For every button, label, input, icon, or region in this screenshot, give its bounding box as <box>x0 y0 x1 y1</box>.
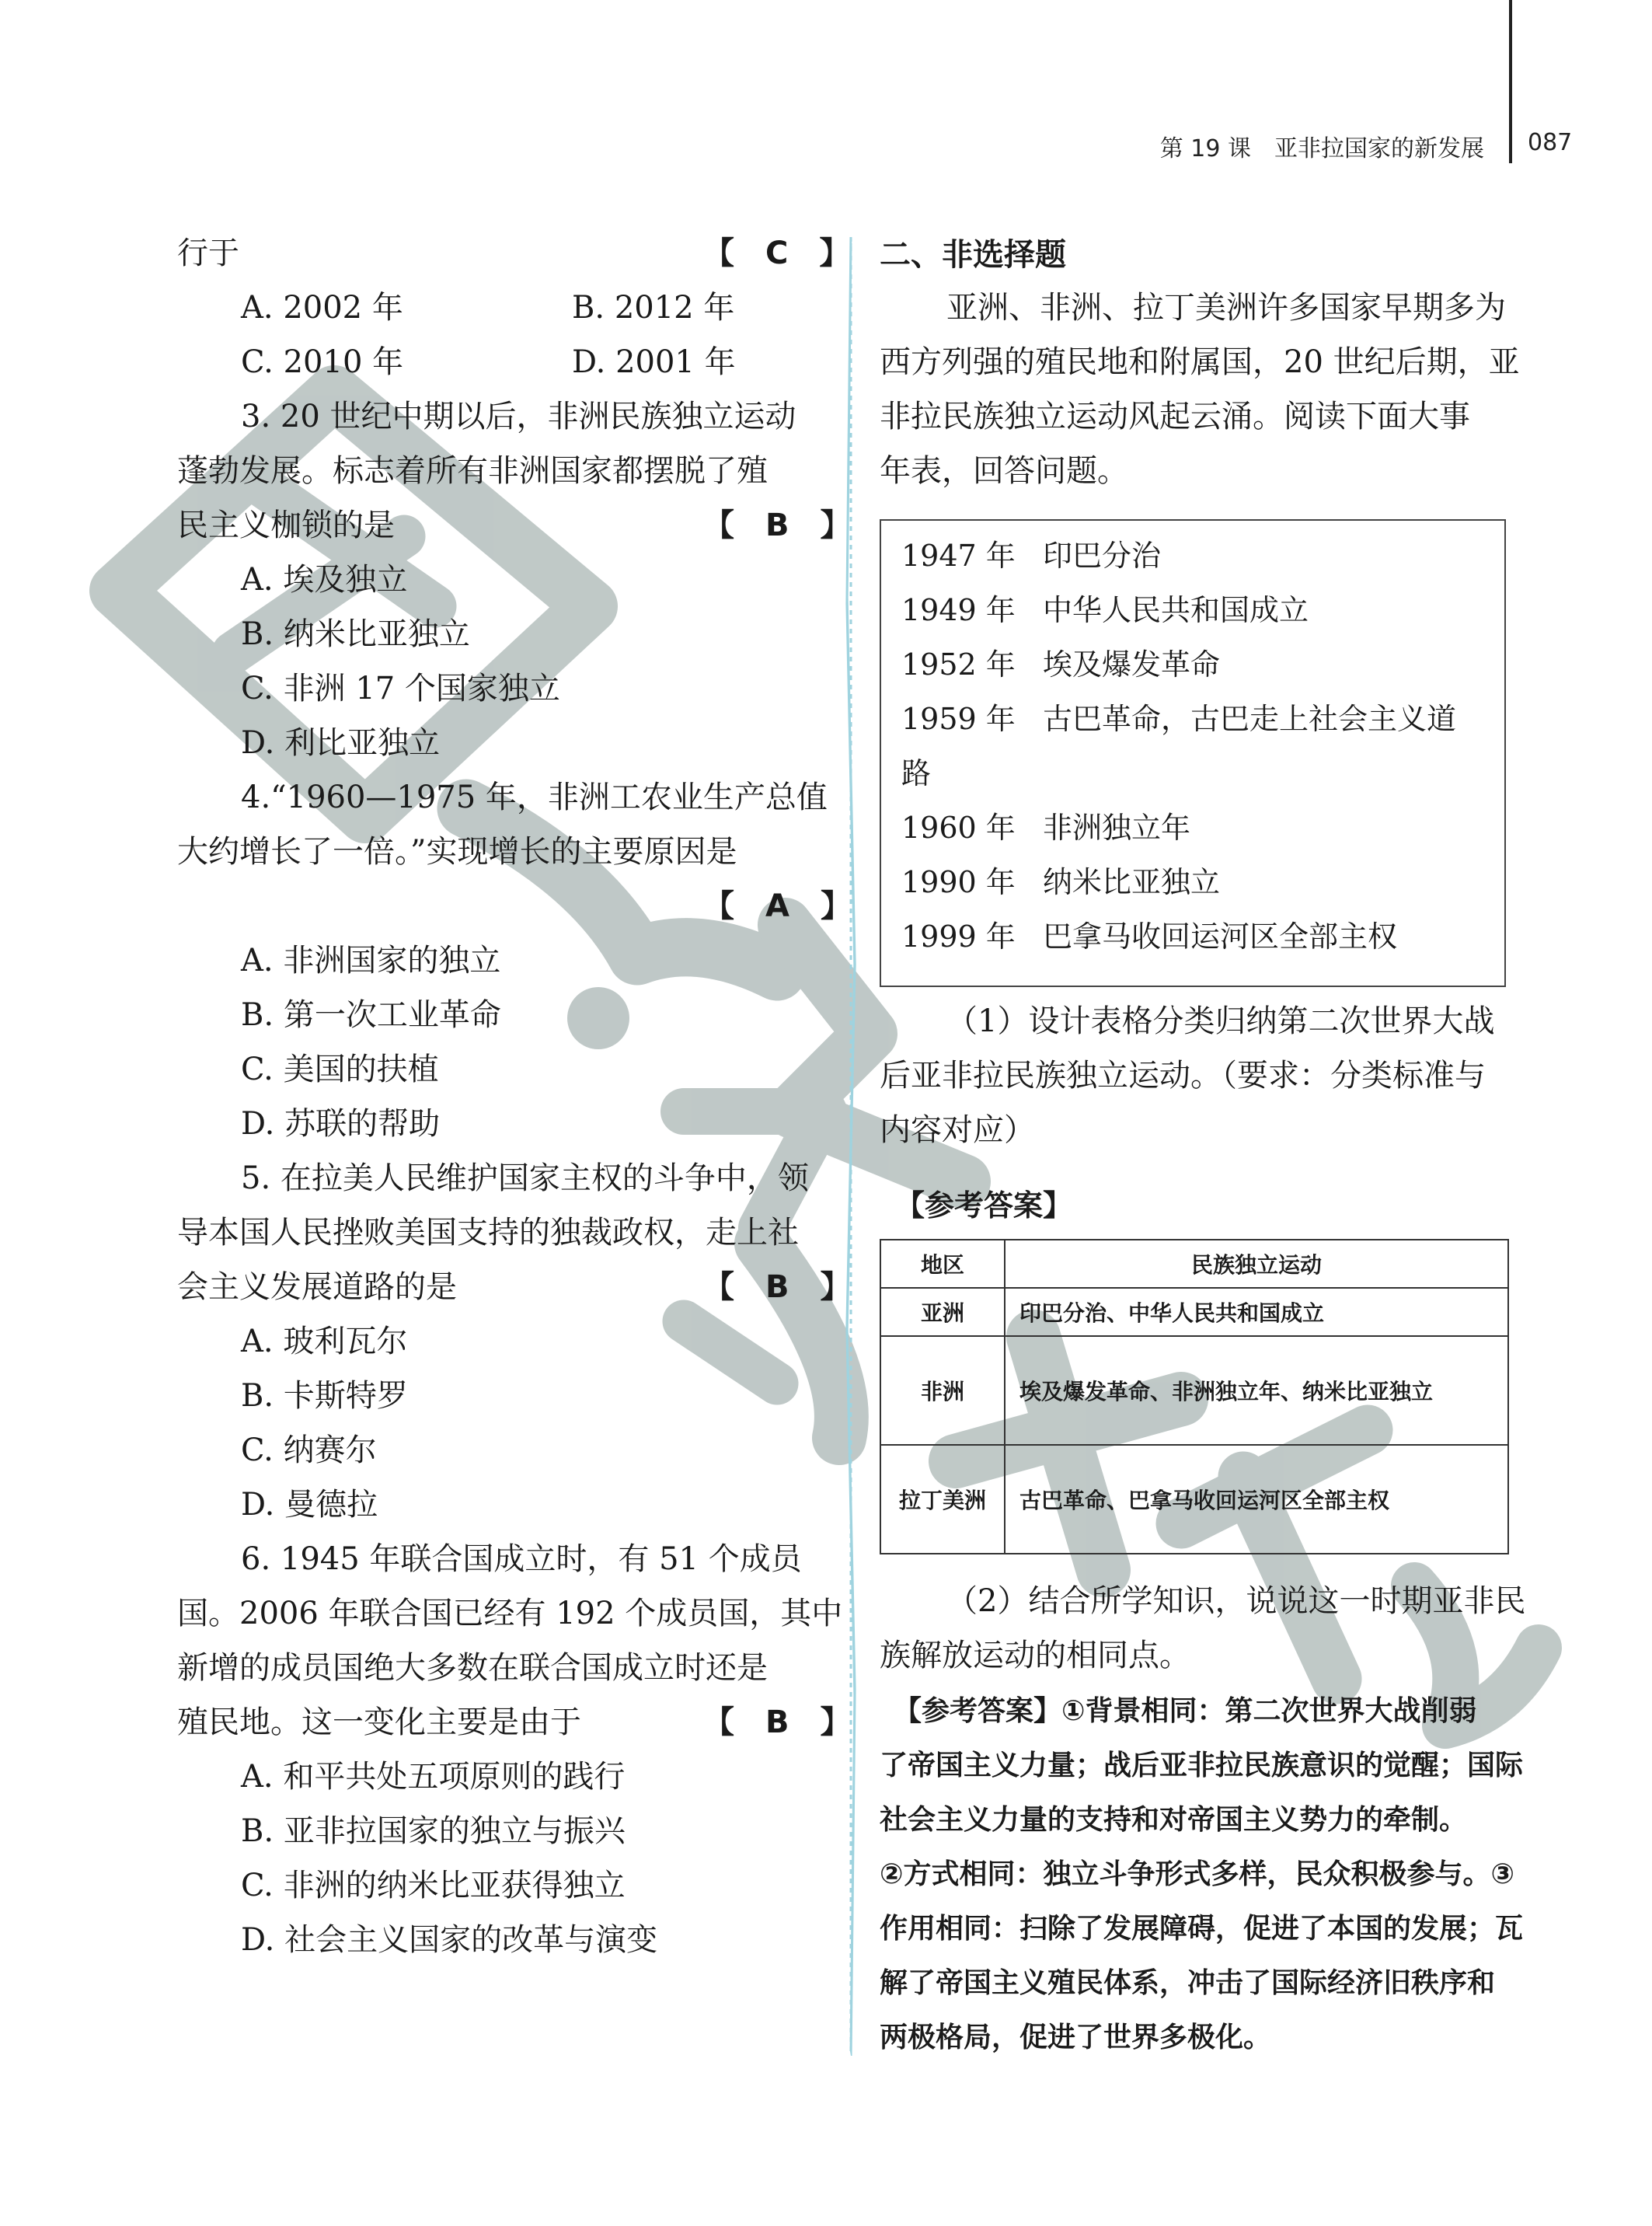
timeline-row: 1990 年 纳米比亚独立 <box>901 865 1221 899</box>
q4-stem-line1: 4.“1960—1975 年，非洲工农业生产总值 <box>241 780 828 815</box>
q6-option-c: C. 非洲的纳米比亚获得独立 <box>241 1868 626 1903</box>
table-cell-region: 亚洲 <box>880 1288 1005 1336</box>
table-row <box>880 1336 1508 1445</box>
q5-option-a: A. 玻利瓦尔 <box>241 1324 408 1359</box>
q3-option-a: A. 埃及独立 <box>241 562 408 598</box>
q5-option-b: B. 卡斯特罗 <box>241 1378 408 1414</box>
q5-stem-line3: 会主义发展道路的是 <box>177 1269 457 1305</box>
timeline-row: 1947 年 印巴分治 <box>901 539 1162 573</box>
answer-table <box>880 1239 1509 1554</box>
q2-answer-line4: ②方式相同：独立斗争形式多样，民众积极参与。③ <box>880 1858 1514 1890</box>
answer-label: 【参考答案】 <box>895 1188 1073 1223</box>
q2-answer-line2: 了帝国主义力量；战后亚非拉民族意识的觉醒；国际 <box>880 1750 1524 1781</box>
q4-option-c: C. 美国的扶植 <box>241 1052 439 1087</box>
intro-line3: 非拉民族独立运动风起云涌。阅读下面大事 <box>880 399 1470 434</box>
q2-answer: 【 C 】 <box>703 236 851 271</box>
q4-answer: 【 A 】 <box>703 888 852 924</box>
q6-answer: 【 B 】 <box>703 1704 852 1740</box>
timeline-row: 1949 年 中华人民共和国成立 <box>901 593 1309 627</box>
intro-line4: 年表，回答问题。 <box>880 453 1128 489</box>
q3-stem-line1: 3. 20 世纪中期以后，非洲民族独立运动 <box>241 399 796 434</box>
table-row <box>880 1288 1508 1336</box>
header-rule <box>1509 0 1512 163</box>
q2-option-c: C. 2010 年 <box>241 344 404 380</box>
q6-option-a: A. 和平共处五项原则的践行 <box>241 1759 626 1795</box>
q6-stem-line1: 6. 1945 年联合国成立时，有 51 个成员 <box>241 1541 802 1577</box>
q2-answer-line5: 作用相同：扫除了发展障碍，促进了本国的发展；瓦 <box>880 1913 1524 1945</box>
timeline-row: 1952 年 埃及爆发革命 <box>901 647 1221 682</box>
q5-option-c: C. 纳赛尔 <box>241 1432 377 1468</box>
q2-option-d: D. 2001 年 <box>572 344 736 380</box>
q3-option-d: D. 利比亚独立 <box>241 725 441 761</box>
q2-answer-line6: 解了帝国主义殖民体系，冲击了国际经济旧秩序和 <box>880 1967 1496 1999</box>
q3-answer: 【 B 】 <box>703 508 852 543</box>
table-cell-content: 古巴革命、巴拿马收回运河区全部主权 <box>1005 1445 1508 1554</box>
table-cell-content: 埃及爆发革命、非洲独立年、纳米比亚独立 <box>1005 1336 1508 1445</box>
q3-option-b: B. 纳米比亚独立 <box>241 616 470 652</box>
timeline-row: 1960 年 非洲独立年 <box>901 811 1191 845</box>
table-cell-region: 拉丁美洲 <box>880 1445 1005 1554</box>
q4-option-a: A. 非洲国家的独立 <box>241 943 501 979</box>
q5-stem-line2: 导本国人民挫败美国支持的独裁政权，走上社 <box>177 1215 799 1251</box>
q3-stem-line2: 蓬勃发展。标志着所有非洲国家都摆脱了殖 <box>177 453 768 489</box>
table-row <box>880 1445 1508 1554</box>
table-cell-content: 印巴分治、中华人民共和国成立 <box>1005 1288 1508 1336</box>
timeline-row: 路 <box>901 756 932 790</box>
q2-line2: 族解放运动的相同点。 <box>880 1638 1190 1673</box>
q2-stem-tail: 行于 <box>177 236 239 271</box>
q2-answer-line7: 两极格局，促进了世界多极化。 <box>880 2022 1272 2053</box>
q5-option-d: D. 曼德拉 <box>241 1487 378 1523</box>
timeline-box <box>880 519 1506 987</box>
q2-answer-line1: 【参考答案】①背景相同：第二次世界大战削弱 <box>894 1695 1477 1727</box>
q6-stem-line2: 国。2006 年联合国已经有 192 个成员国，其中 <box>177 1596 843 1631</box>
q3-stem-line3: 民主义枷锁的是 <box>177 508 395 543</box>
q1-line1: （1）设计表格分类归纳第二次世界大战 <box>946 1003 1495 1039</box>
intro-line2: 西方列强的殖民地和附属国，20 世纪后期，亚 <box>880 344 1520 380</box>
q6-option-d: D. 社会主义国家的改革与演变 <box>241 1922 658 1958</box>
q1-line2: 后亚非拉民族独立运动。（要求：分类标准与 <box>880 1058 1486 1094</box>
q6-stem-line4: 殖民地。这一变化主要是由于 <box>177 1704 581 1740</box>
q2-option-b: B. 2012 年 <box>572 290 735 326</box>
q4-option-b: B. 第一次工业革命 <box>241 997 501 1033</box>
timeline-row: 1959 年 古巴革命，古巴走上社会主义道 <box>901 702 1457 736</box>
header-lesson-title: 第 19 课 亚非拉国家的新发展 <box>1159 135 1484 162</box>
table-header-region: 地区 <box>880 1240 1005 1288</box>
intro-line1: 亚洲、非洲、拉丁美洲许多国家早期多为 <box>946 290 1506 326</box>
section-title: 二、非选择题 <box>880 237 1066 273</box>
q2-line1: （2）结合所学知识，说说这一时期亚非民 <box>946 1583 1526 1619</box>
q5-stem-line1: 5. 在拉美人民维护国家主权的斗争中，领 <box>241 1160 809 1196</box>
q3-option-c: C. 非洲 17 个国家独立 <box>241 671 560 707</box>
q2-answer-line3: 社会主义力量的支持和对帝国主义势力的牵制。 <box>880 1804 1468 1836</box>
q5-answer: 【 B 】 <box>703 1269 852 1305</box>
q4-option-d: D. 苏联的帮助 <box>241 1106 441 1142</box>
q4-stem-line2: 大约增长了一倍。”实现增长的主要原因是 <box>177 834 737 870</box>
page-number: 087 <box>1528 129 1573 156</box>
q1-line3: 内容对应） <box>880 1112 1035 1148</box>
q6-stem-line3: 新增的成员国绝大多数在联合国成立时还是 <box>177 1650 768 1686</box>
q6-option-b: B. 亚非拉国家的独立与振兴 <box>241 1813 626 1849</box>
timeline-row: 1999 年 巴拿马收回运河区全部主权 <box>901 919 1398 954</box>
q2-option-a: A. 2002 年 <box>241 290 403 326</box>
table-cell-region: 非洲 <box>880 1336 1005 1445</box>
table-header-movement: 民族独立运动 <box>1005 1240 1508 1288</box>
